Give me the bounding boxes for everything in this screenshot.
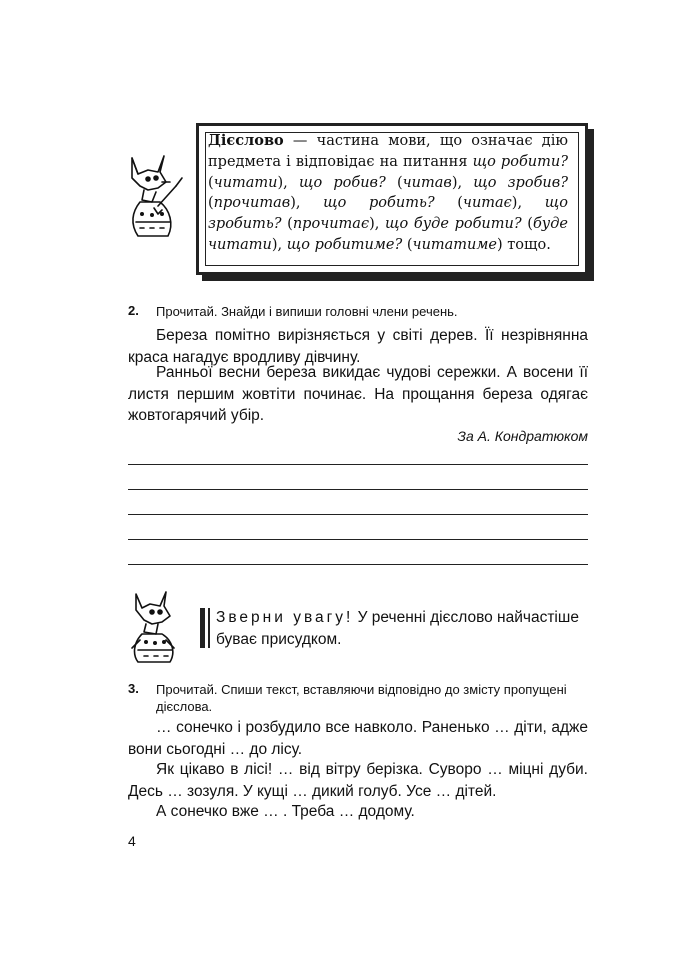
attention-note	[216, 607, 590, 651]
rule-part: (	[281, 216, 293, 233]
rule-part: ),	[369, 216, 385, 233]
writing-line[interactable]	[128, 489, 588, 490]
rule-example: прочитає	[292, 216, 370, 233]
task-3-paragraph: … сонечко і розбудило все навколо. Раненько … діти, адже вони сьогодні … до лісу.	[128, 719, 588, 758]
fox-illustration	[126, 590, 190, 666]
writing-line[interactable]	[128, 514, 588, 515]
attention-lead: Зверни увагу!	[216, 609, 354, 626]
rule-part: ),	[290, 195, 324, 212]
task-3-paragraph: А сонечко вже … . Треба … додому.	[156, 803, 415, 820]
rule-text	[208, 131, 568, 256]
rule-example: читає	[462, 195, 512, 212]
task-3-number: 3.	[128, 681, 139, 696]
task-2-author: За А. Кондратюком	[457, 428, 588, 444]
task-2-paragraph: Береза помітно вирізняється у світі дерев. Її незрівнянна краса нагадує вродливу дівчину.	[128, 327, 588, 366]
task-2-instruction: Прочитай. Знайди і випиши головні члени речень.	[156, 304, 458, 319]
rule-part: ),	[451, 174, 474, 191]
attention-bar-thin	[208, 608, 210, 648]
rule-part: (	[208, 195, 214, 212]
rule-example: читав	[402, 174, 452, 191]
rule-example: буде читати	[208, 216, 568, 253]
rule-part: ),	[277, 174, 299, 191]
rule-question: що зробить?	[208, 195, 568, 233]
rule-example: читати	[213, 174, 278, 191]
rule-example: читатиме	[412, 236, 497, 253]
task-3-instruction: Прочитай. Спиши текст, вставляючи відповідно до змісту пропущені дієслова.	[156, 682, 567, 714]
attention-bar	[200, 608, 205, 648]
rule-term: Дієслово	[208, 132, 284, 149]
rule-question: що робити?	[472, 153, 568, 170]
rule-question: що робив?	[298, 174, 386, 191]
rule-part: (	[402, 236, 413, 253]
rule-question: що буде робити?	[385, 216, 522, 233]
rule-question: що робить?	[323, 195, 435, 212]
rule-part: (	[434, 195, 463, 212]
rule-example: прочитав	[213, 195, 291, 212]
task-2-paragraph: Ранньої весни береза викидає чудові сережки. А восени її листя першим жовтіти починає. На прощання береза одягає жовтогарячий убір.	[128, 364, 588, 424]
task-3-paragraph: Як цікаво в лісі! … від вітру берізка. Суворо … міцні дуби. Десь … зозуля. У кущі … дикий голуб. Усе … дітей.	[128, 761, 588, 800]
rule-question: що робитиме?	[286, 236, 403, 253]
task-2-number: 2.	[128, 303, 139, 318]
attention-body: У реченні дієслово найчастіше буває присудком.	[216, 609, 579, 648]
rule-part: — частина мови, що означає дію предмета і відповідає на питання	[208, 133, 568, 170]
rule-part: ) тощо.	[497, 236, 551, 253]
writing-line[interactable]	[128, 564, 588, 565]
writing-line[interactable]	[128, 464, 588, 465]
fox-teacher-illustration	[118, 152, 190, 244]
writing-line[interactable]	[128, 539, 588, 540]
rule-part: (	[208, 174, 214, 191]
rule-question: що зробив?	[473, 174, 568, 191]
rule-part: (	[521, 216, 533, 233]
page-number: 4	[128, 833, 136, 849]
rule-part: ),	[511, 195, 545, 212]
rule-part: (	[385, 174, 403, 191]
rule-part: ),	[271, 236, 287, 253]
